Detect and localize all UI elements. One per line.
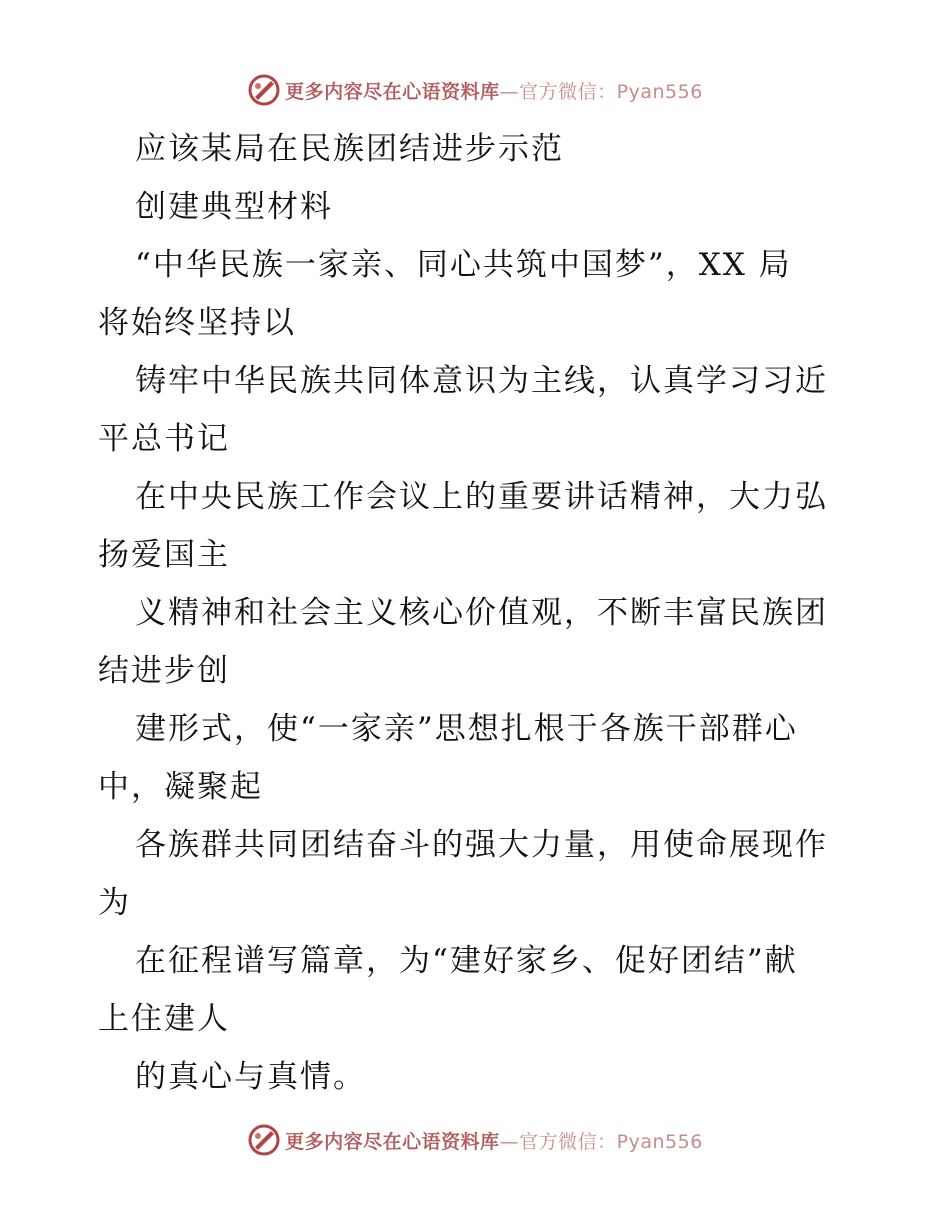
document-body	[98, 120, 858, 1106]
paragraph-line: 将始终坚持以	[98, 305, 296, 341]
paragraph-line: 铸牢中华民族共同体意识为主线，认真学习习近	[135, 363, 828, 399]
watermark-rest: —官方微信：Pyan556	[499, 1130, 703, 1153]
paragraph-line: 义精神和社会主义核心价值观，不断丰富民族团	[135, 595, 828, 631]
paragraph-line: 扬爱国主	[98, 537, 230, 573]
paragraph-line: 创建典型材料	[135, 189, 333, 225]
paragraph-line: 应该某局在民族团结进步示范	[135, 131, 564, 167]
paragraph-line: 结进步创	[98, 653, 230, 689]
paragraph-line: 中，凝聚起	[98, 769, 263, 805]
watermark-highlight: 更多内容尽在心语资料库	[285, 1130, 500, 1153]
paragraph-line: 在中央民族工作会议上的重要讲话精神，大力弘	[135, 479, 828, 515]
paragraph-line: 建形式，使“一家亲”思想扎根于各族干部群心	[135, 711, 798, 747]
brand-logo-icon	[247, 1123, 281, 1157]
paragraph-line: “中华民族一家亲、同心共筑中国梦”，XX 局	[135, 247, 792, 283]
paragraph-line: 为	[98, 885, 131, 921]
footer-watermark-banner	[0, 1120, 950, 1160]
watermark-rest: —官方微信：Pyan556	[499, 80, 703, 103]
paragraph-line: 的真心与真情。	[135, 1059, 366, 1095]
paragraph-line: 各族群共同团结奋斗的强大力量，用使命展现作	[135, 827, 828, 863]
watermark-highlight: 更多内容尽在心语资料库	[285, 80, 500, 103]
paragraph-line: 平总书记	[98, 421, 230, 457]
watermark-text	[285, 77, 703, 104]
header-watermark-banner	[0, 70, 950, 110]
paragraph-line: 上住建人	[98, 1001, 230, 1037]
watermark-text	[285, 1127, 703, 1154]
paragraph-line: 在征程谱写篇章，为“建好家乡、促好团结”献	[135, 943, 798, 979]
brand-logo-icon	[247, 73, 281, 107]
